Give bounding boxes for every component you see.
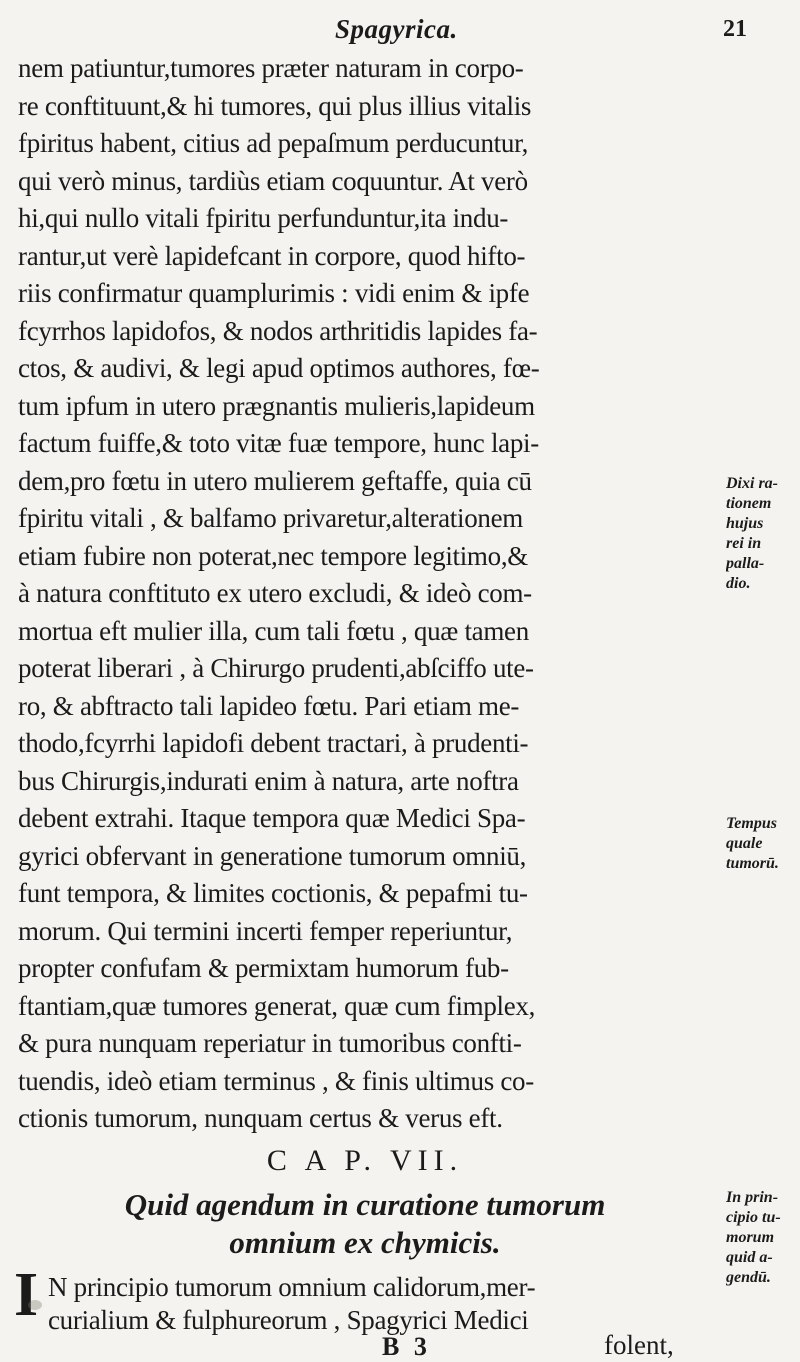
margin-note-line: quale bbox=[726, 835, 763, 852]
ink-smudge bbox=[28, 1300, 42, 1310]
text-line: nem patiuntur,tumores præter naturam in corpo- bbox=[18, 53, 524, 83]
text-line: poterat liberari , à Chirurgo prudenti,abſciffo ute- bbox=[18, 653, 534, 683]
text-line: propter confufam & permixtam humorum fub- bbox=[18, 953, 509, 983]
text-line: & pura nunquam reperiatur in tumoribus confti- bbox=[18, 1028, 522, 1058]
text-line: etiam fubire non poterat,nec tempore legitimo,& bbox=[18, 541, 528, 571]
text-line: gyrici obfervant in generatione tumorum omniū, bbox=[18, 841, 527, 871]
text-line: mortua eft mulier illa, cum tali fœtu , quæ tamen bbox=[18, 616, 529, 646]
text-line: fpiritus habent, citius ad pepaſmum perducuntur, bbox=[18, 128, 529, 158]
text-line: ftantiam,quæ tumores generat, quæ cum fimplex, bbox=[18, 991, 536, 1021]
text-line: tum ipfum in utero prægnantis mulieris,lapideum bbox=[18, 391, 535, 421]
text-line: rantur,ut verè lapidefcant in corpore, quod hifto- bbox=[18, 241, 526, 271]
margin-note-line: quid a- bbox=[726, 1249, 773, 1266]
margin-note-2 bbox=[726, 814, 798, 874]
margin-note-line: tionem bbox=[726, 495, 772, 512]
text-line: thodo,fcyrrhi lapidofi debent tractari, à prudenti- bbox=[18, 728, 529, 758]
chapter-heading: C A P. VII. bbox=[266, 1144, 464, 1177]
margin-note-line: Tempus bbox=[726, 815, 777, 832]
text-line: bus Chirurgis,indurati enim à natura, arte noftra bbox=[18, 766, 519, 796]
margin-note-line: Dixi ra- bbox=[726, 475, 778, 492]
text-line: ctionis tumorum, nunquam certus & verus eft. bbox=[18, 1103, 503, 1133]
page-number: 21 bbox=[723, 16, 747, 42]
margin-note-line: morum bbox=[726, 1229, 775, 1246]
running-title: Spagyrica. bbox=[335, 14, 458, 44]
text-line: funt tempora, & limites coctionis, & pepafmi tu- bbox=[18, 878, 528, 908]
margin-note-line: In prin- bbox=[726, 1189, 779, 1206]
text-line: morum. Qui termini incerti femper reperiuntur, bbox=[18, 916, 513, 946]
text-line: re conftituunt,& hi tumores, qui plus illius vitalis bbox=[18, 91, 532, 121]
text-line: ctos, & audivi, & legi apud optimos authores, fœ- bbox=[18, 353, 540, 383]
text-line: hi,qui nullo vitali fpiritu perfunduntur,ita indu- bbox=[18, 203, 509, 233]
text-line: fcyrrhos lapidofos, & nodos arthritidis lapides fa- bbox=[18, 316, 538, 346]
text-line: N principio tumorum omnium calidorum,mer- bbox=[48, 1272, 536, 1302]
margin-note-line: tumorū. bbox=[726, 855, 779, 872]
text-line: à natura conftituto ex utero excludi, & ideò com- bbox=[18, 578, 532, 608]
text-line: ro, & abftracto tali lapideo fœtu. Pari etiam me- bbox=[18, 691, 520, 721]
text-line: dem,pro fœtu in utero mulierem geftaffe, quia cū bbox=[18, 466, 532, 496]
signature-mark: B 3 bbox=[382, 1332, 431, 1361]
text-line: qui verò minus, tardiùs etiam coquuntur. At verò bbox=[18, 166, 528, 196]
margin-note-line: palla- bbox=[726, 555, 765, 572]
margin-note-line: rei in bbox=[726, 535, 762, 552]
catchword: folent, bbox=[604, 1330, 674, 1360]
chapter-title-line-1: Quid agendum in curatione tumorum bbox=[124, 1187, 606, 1222]
text-line: tuendis, ideò etiam terminus , & finis ultimus co- bbox=[18, 1066, 534, 1096]
chapter-title-line-2: omnium ex chymicis. bbox=[229, 1225, 501, 1260]
margin-note-line: cipio tu- bbox=[726, 1209, 781, 1226]
text-line: debent extrahi. Itaque tempora quæ Medici Spa- bbox=[18, 803, 526, 833]
text-line: riis confirmatur quamplurimis : vidi enim & ipfe bbox=[18, 278, 530, 308]
text-line: fpiritu vitali , & balfamo privaretur,alterationem bbox=[18, 503, 523, 533]
page-header bbox=[0, 8, 800, 48]
margin-note-line: hujus bbox=[726, 515, 764, 532]
text-line: factum fuiffe,& toto vitæ fuæ tempore, hunc lapi- bbox=[18, 428, 539, 458]
text-line: curialium & fulphureorum , Spagyrici Medici bbox=[48, 1305, 529, 1335]
margin-note-1 bbox=[726, 474, 798, 594]
margin-note-line: dio. bbox=[726, 575, 751, 592]
margin-note-line: gendū. bbox=[726, 1269, 771, 1286]
drop-cap: I bbox=[14, 1261, 39, 1329]
margin-note-3 bbox=[726, 1188, 798, 1288]
